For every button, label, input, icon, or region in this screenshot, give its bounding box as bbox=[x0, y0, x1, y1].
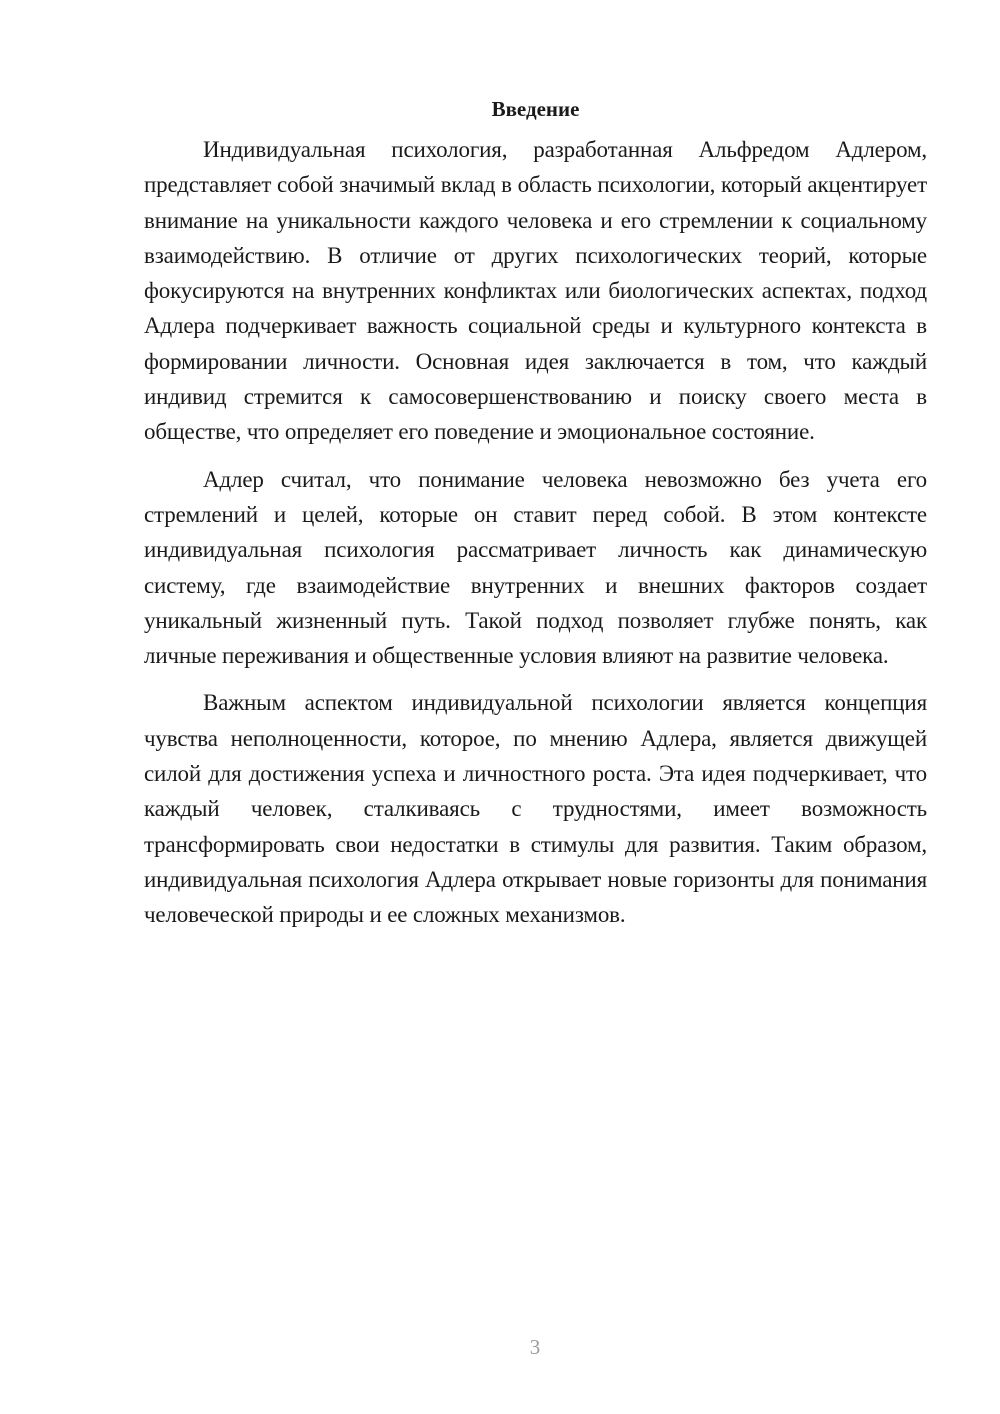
paragraph-3: Важным аспектом индивидуальной психологии является концепция чувства неполноценности, которое, по мнению Адлера, является движущей силой для достижения успеха и личностного роста. Эта идея подчеркивает, что каждый человек, сталкиваясь с трудностями, имеет возможность трансформировать свои недостатки в стимулы для развития. Таким образом, индивидуальная психология Адлера открывает новые горизонты для понимания человеческой природы и ее сложных механизмов. bbox=[144, 690, 927, 928]
paragraph-2: Адлер считал, что понимание человека невозможно без учета его стремлений и целей, которые он ставит перед собой. В этом контексте индивидуальная психология рассматривает личность как динамическую систему, где взаимодействие внутренних и внешних факторов создает уникальный жизненный путь. Такой подход позволяет глубже понять, как личные переживания и общественные условия влияют на развитие человека. bbox=[144, 466, 927, 669]
paragraph-1: Индивидуальная психология, разработанная Альфредом Адлером, представляет собой значимый вклад в область психологии, который акцентирует внимание на уникальности каждого человека и его стремлении к социальному взаимодействию. В отличие от других психологических теорий, которые фокусируются на внутренних конфликтах или биологических аспектах, подход Адлера подчеркивает важность социальной среды и культурного контекста в формировании личности. Основная идея заключается в том, что каждый индивид стремится к самосовершенствованию и поиску своего места в обществе, что определяет его поведение и эмоциональное состояние. bbox=[144, 137, 927, 445]
page-content bbox=[144, 92, 927, 945]
section-heading: Введение bbox=[491, 97, 580, 121]
page-number: 3 bbox=[529, 1335, 541, 1359]
